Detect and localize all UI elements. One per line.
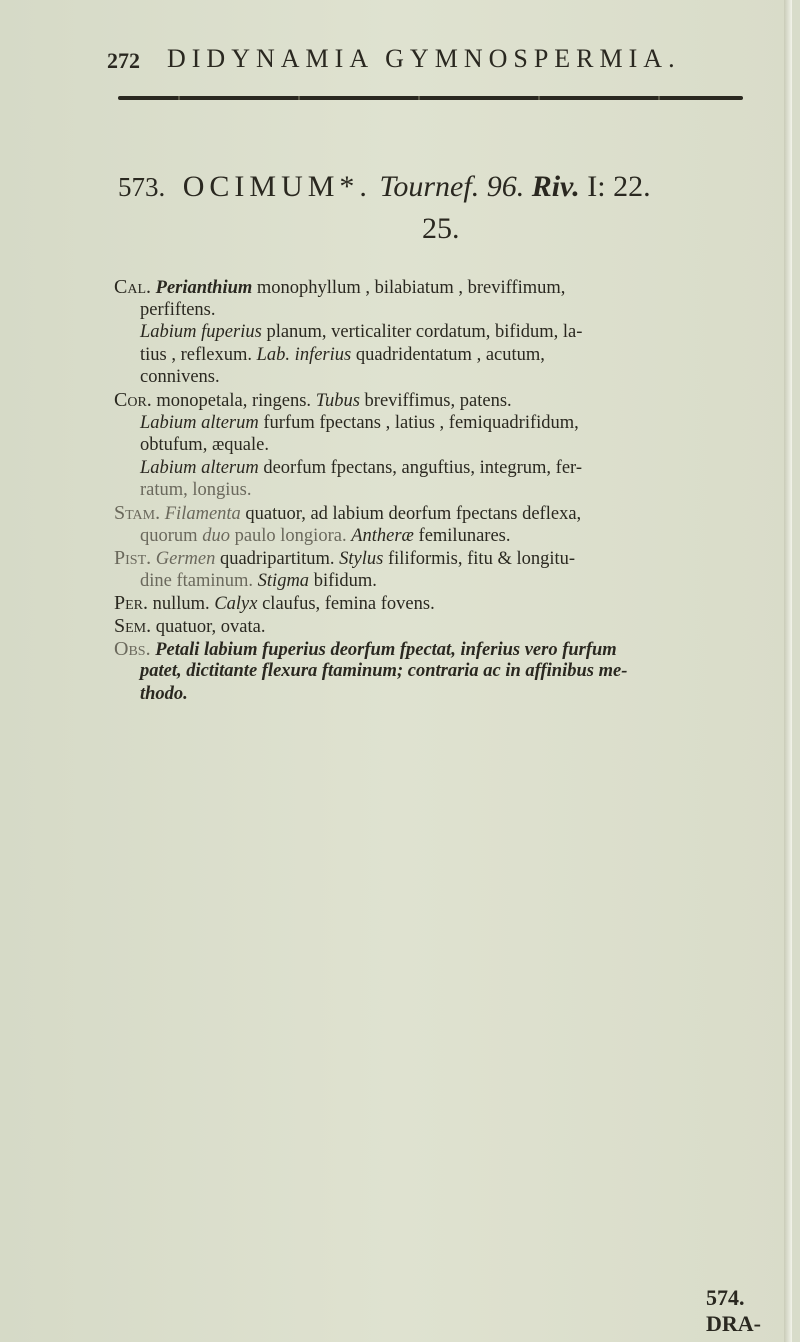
labium-alterum-1-text: furfum fpectans , latius , femiquadrifidum,	[258, 412, 579, 433]
ref-rivinus-plate: I: 22.	[587, 170, 651, 203]
calyx-text: monophyllum , bilabiatum , breviffimum,	[252, 278, 566, 298]
semina-text: quatuor, ovata.	[151, 616, 266, 637]
calyx-ref-term: Calyx	[214, 594, 258, 615]
stamina-label: Stam.	[114, 501, 161, 524]
pericarpium-line	[114, 592, 794, 615]
corolla-label: Cor.	[114, 388, 152, 411]
observatio-label: Obs.	[114, 637, 151, 660]
labium-superius-line-3: connivens.	[140, 367, 220, 388]
corolla-tubus-term: Tubus	[315, 390, 360, 411]
ref-rivinus-continued: 25.	[422, 212, 460, 245]
genus-name: OCIMUM*.	[182, 170, 372, 203]
labium-inferius-text: quadridentatum , acutum,	[351, 344, 545, 365]
labium-superius-line	[114, 321, 794, 344]
genus-heading	[118, 170, 798, 204]
stamina-text-2: quorum	[140, 525, 203, 546]
calyx-ref-text: claufus, femina fovens.	[257, 594, 435, 615]
labium-superius-line-2	[114, 344, 794, 367]
genus-number: 573.	[118, 172, 166, 202]
pericarpium-text: nullum.	[148, 594, 215, 615]
stamina-term: Filamenta	[164, 503, 241, 524]
header-rule	[118, 96, 743, 100]
semina-label: Sem.	[114, 614, 152, 637]
labium-alterum-1-line	[114, 412, 794, 435]
ref-rivinus: Riv.	[531, 170, 580, 203]
labium-alterum-1-line-2: obtufum, æquale.	[140, 435, 269, 456]
calyx-line	[114, 276, 794, 299]
calyx-label: Cal.	[114, 276, 152, 298]
germen-text: quadripartitum.	[215, 549, 340, 570]
pistillum-label: Pist.	[114, 547, 152, 570]
stylus-text: filiformis, fitu & longitu-	[383, 549, 576, 570]
calyx-term: Perianthium	[155, 278, 253, 298]
semina-line	[114, 615, 794, 638]
antherae-term: Antheræ	[351, 525, 414, 546]
running-title: DIDYNAMIA GYMNOSPERMIA.	[167, 44, 681, 73]
ref-tournefort: Tournef.	[379, 170, 480, 203]
stylus-text-2: dine ftaminum.	[140, 570, 258, 591]
stamina-text: quatuor, ad labium deorfum fpectans deflexa,	[240, 503, 582, 524]
labium-alterum-1-term: Labium alterum	[140, 412, 259, 433]
labium-alterum-2-text: deorfum fpectans, anguftius, integrum, fer-	[258, 457, 582, 478]
corolla-text: monopetala, ringens.	[151, 390, 316, 411]
ref-tournefort-page: 96.	[486, 170, 525, 203]
stamina-line	[114, 502, 794, 525]
pistillum-line-2	[114, 570, 794, 593]
stamina-duo-term: duo	[202, 525, 230, 546]
genus-description	[114, 276, 794, 705]
observatio-line-3: thodo.	[140, 683, 188, 704]
stamina-line-2	[114, 525, 794, 548]
calyx-line-2: perfiftens.	[140, 299, 216, 320]
corolla-tubus-text: breviffimus, patens.	[359, 390, 512, 411]
page-number: 272	[107, 48, 140, 73]
stylus-term: Stylus	[339, 549, 384, 570]
labium-alterum-2-line	[114, 457, 794, 480]
observatio-line-2: patet, dictitante flexura ftaminum; contraria ac in affinibus me-	[140, 661, 628, 682]
stigma-text: bifidum.	[309, 570, 377, 591]
pistillum-line	[114, 547, 794, 570]
corolla-line	[114, 389, 794, 412]
labium-inferius-term: Lab. inferius	[256, 344, 352, 365]
germen-term: Germen	[155, 549, 216, 570]
labium-superius-text-2: tius , reflexum.	[140, 344, 257, 365]
antherae-text: femilunares.	[413, 525, 511, 546]
catchword: 574. DRA-	[706, 1285, 761, 1336]
observatio-text: Petali labium fuperius deorfum fpectat, inferius vero furfum	[150, 639, 617, 660]
stamina-text-3: paulo longiora.	[229, 525, 352, 546]
observatio-line	[114, 638, 794, 661]
running-header	[107, 44, 747, 78]
labium-superius-term: Labium fuperius	[140, 322, 262, 343]
labium-alterum-2-line-2: ratum, longius.	[140, 480, 252, 501]
pericarpium-label: Per.	[114, 592, 149, 615]
labium-alterum-2-term: Labium alterum	[140, 457, 259, 478]
stigma-term: Stigma	[257, 570, 310, 591]
labium-superius-text: planum, verticaliter cordatum, bifidum, la-	[261, 322, 583, 343]
